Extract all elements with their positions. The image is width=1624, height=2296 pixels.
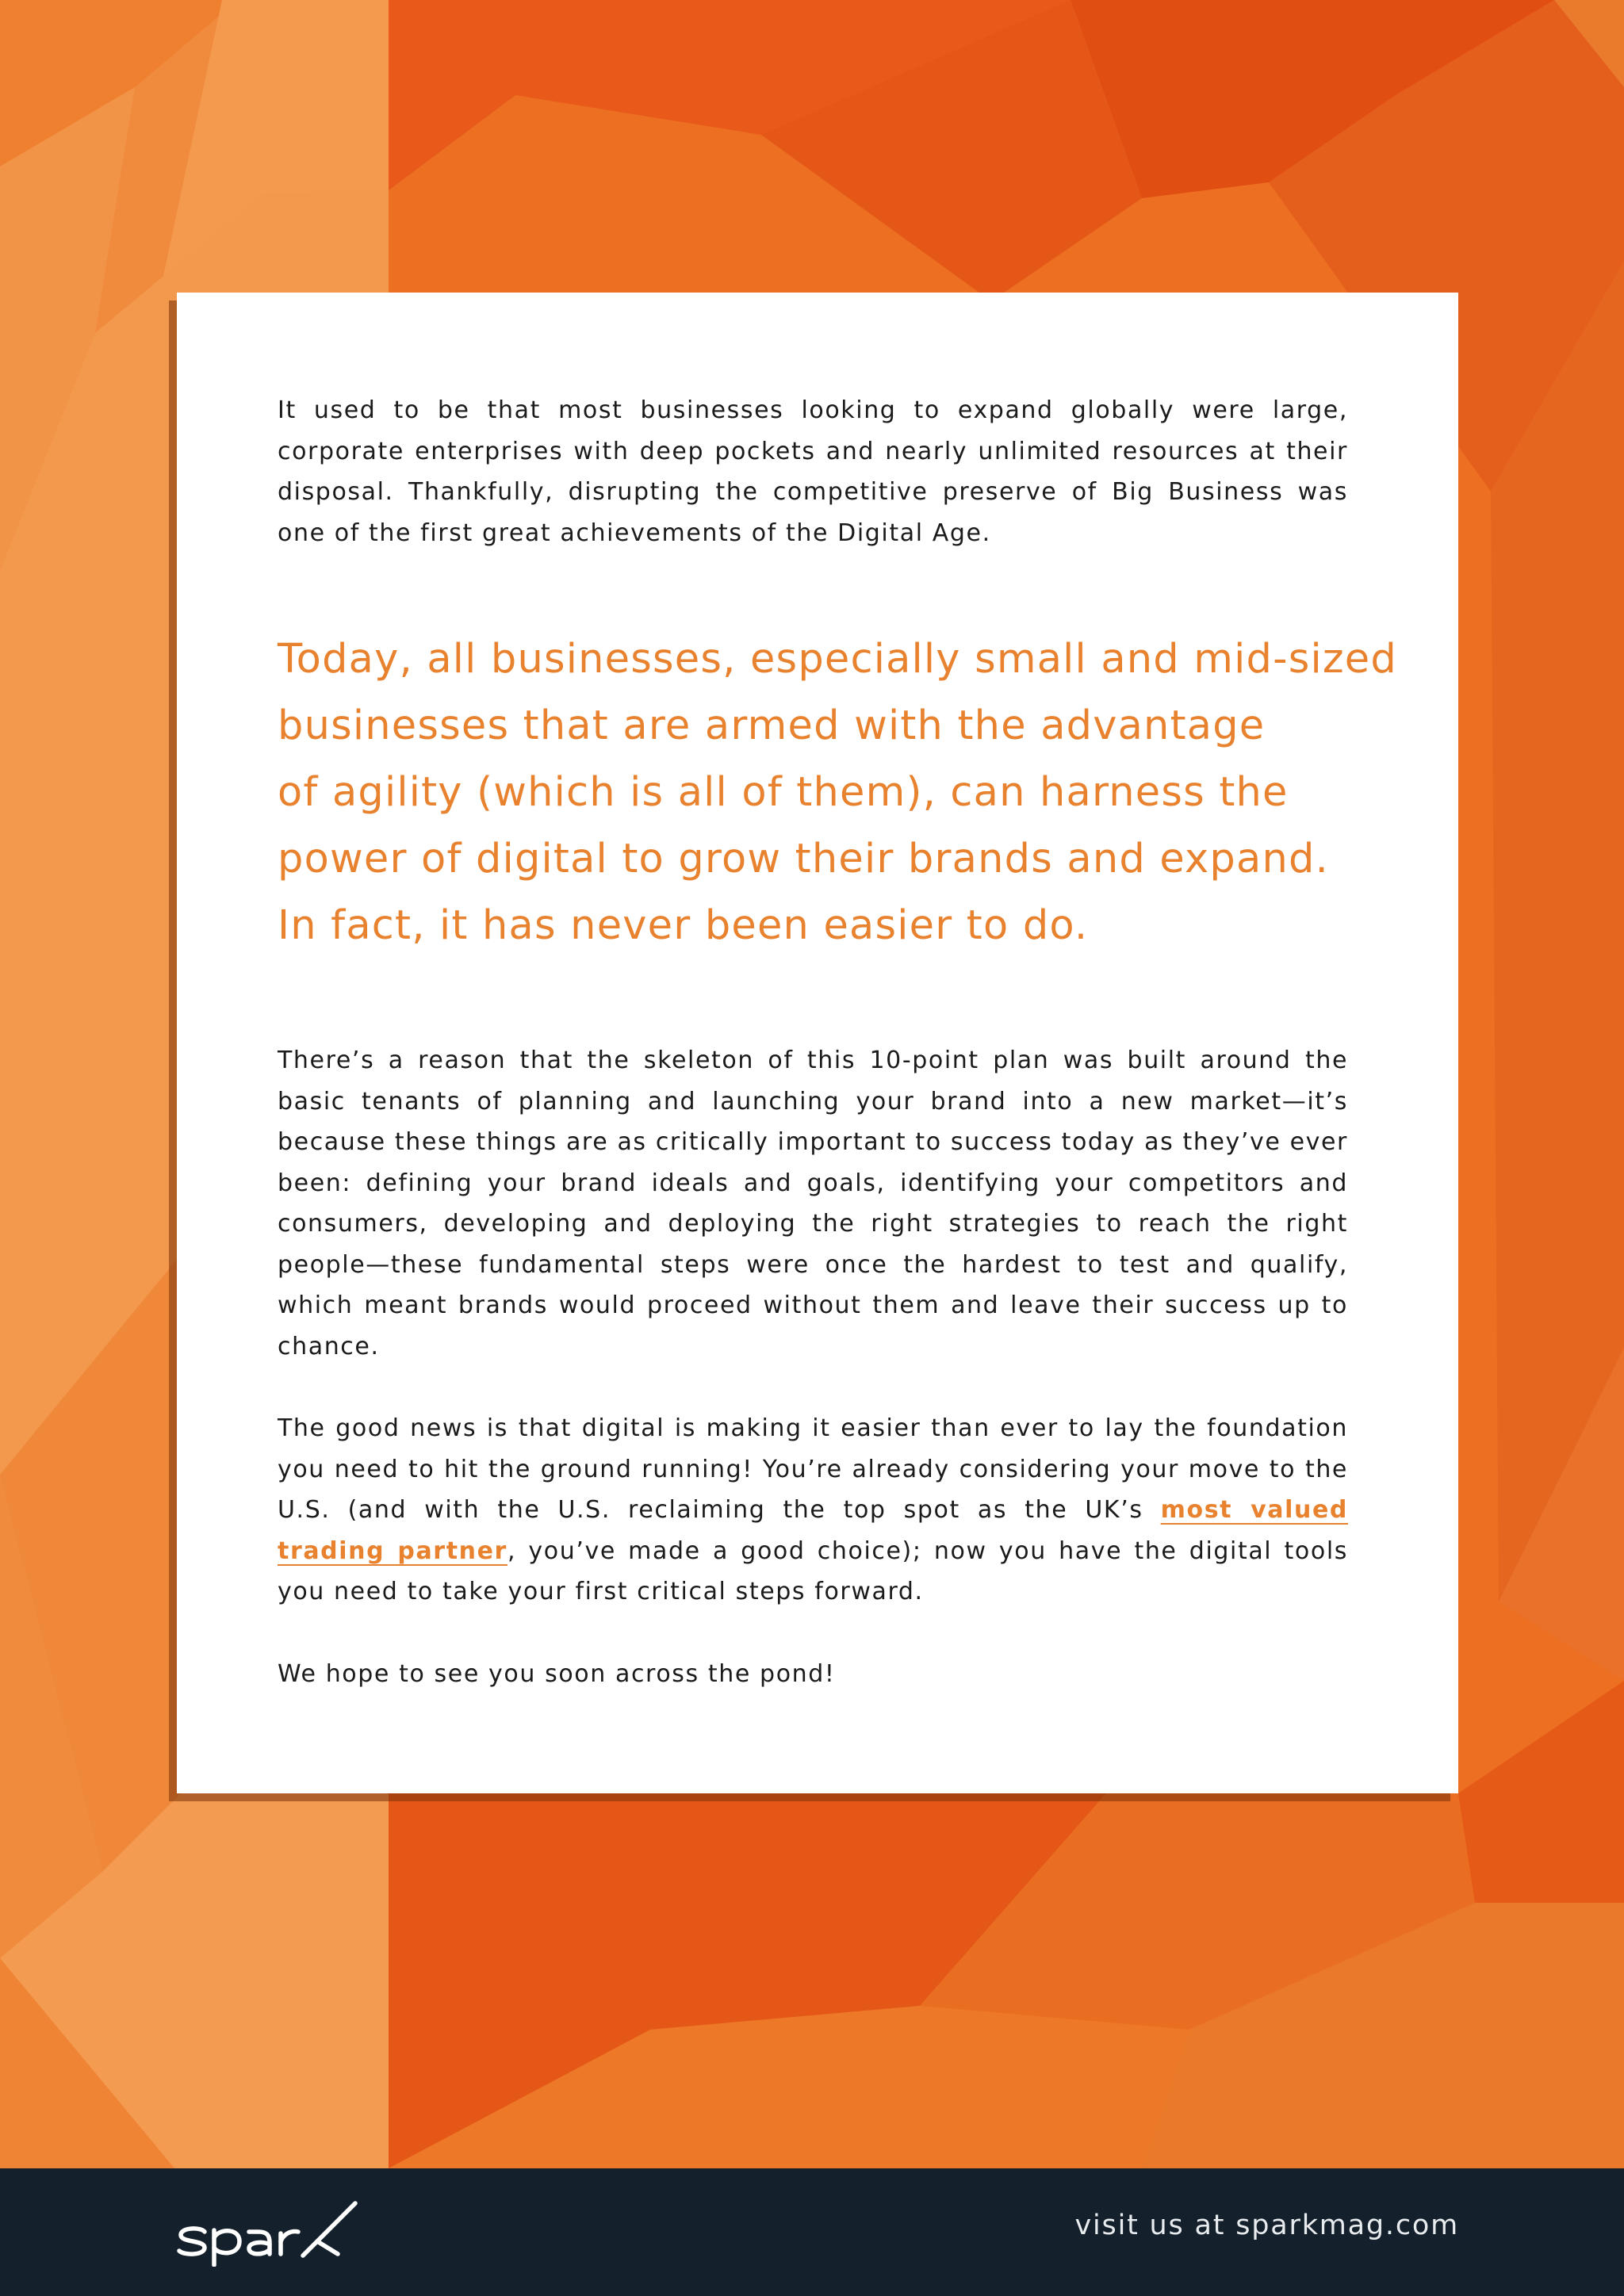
intro-paragraph: It used to be that most businesses looking to expand globally were large, corporate enterprises with deep pockets and nearly unlimited resources at their disposal. Thankfully, disrupting the competitive preserve of Big Business was one of the first great achievements of the Digital Age. (278, 396, 1348, 547)
trading-partner-link[interactable]: most valued trading partner (278, 1496, 1348, 1565)
body-paragraph-good-news (278, 1408, 1348, 1613)
paragraph-text: The good news is that digital is making it easier than ever to lay the foundation you need to hit the ground running! You’re already considering your move to the U.S. (and with the U.S. reclaiming the top spot as the UK’s (278, 1414, 1348, 1524)
article-card (177, 293, 1458, 1793)
body-paragraph-plan: There’s a reason that the skeleton of this 10-point plan was built around the basic tenants of planning and launching your brand into a new market—it’s because these things are as critically important to success today as they’ve ever been: defining your brand ideals and goals, identifying your competitors and consumers, developing and deploying the right strategies to reach the right people—these fundamental steps were once the hardest to test and qualify, which meant brands would proceed without them and leave their success up to chance. (278, 1047, 1348, 1360)
pull-quote-line: power of digital to grow their brands and expand. (278, 836, 1329, 882)
spark-logo-icon[interactable] (176, 2198, 358, 2267)
closing-paragraph: We hope to see you soon across the pond! (278, 1659, 836, 1688)
footer-bar (0, 2168, 1624, 2296)
paragraph-text: , you’ve made a good choice); now you have the digital tools you need to take your first critical steps forward. (278, 1536, 1348, 1605)
visit-website-text[interactable]: visit us at sparkmag.com (1074, 2210, 1459, 2241)
pull-quote-line: Today, all businesses, especially small and mid-sized (278, 636, 1397, 683)
pull-quote-line: businesses that are armed with the advantage (278, 702, 1266, 749)
pull-quote (278, 626, 1397, 959)
pull-quote-line: In fact, it has never been easier to do. (278, 902, 1089, 949)
pull-quote-line: of agility (which is all of them), can harness the (278, 769, 1289, 816)
